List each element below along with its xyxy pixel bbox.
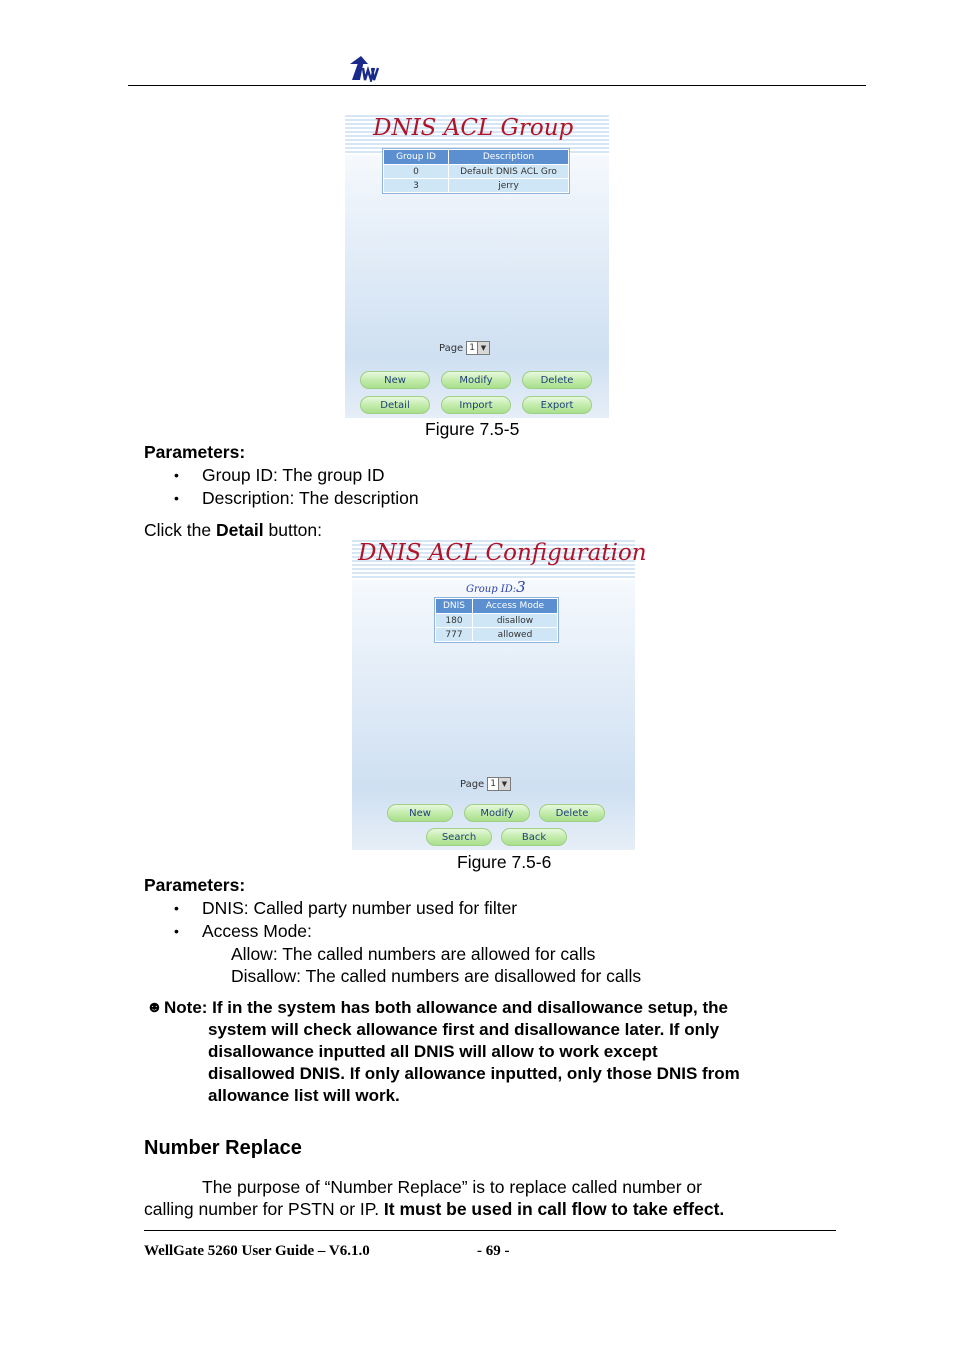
- pager: [460, 777, 511, 791]
- bullet-icon: •: [174, 900, 179, 916]
- search-button[interactable]: Search: [426, 828, 492, 846]
- detail-button[interactable]: Detail: [360, 396, 430, 414]
- note-smiley-icon: ☻: [146, 999, 163, 1016]
- dnis-table: [435, 598, 558, 642]
- body-text: The purpose of “Number Replace” is to replace called number or: [202, 1177, 702, 1197]
- note-line: Note: If in the system has both allowance and disallowance setup, the: [164, 998, 728, 1017]
- dnis-acl-group-screenshot: [345, 115, 609, 418]
- col-dnis: DNIS: [436, 599, 473, 614]
- list-item: Description: The description: [202, 488, 419, 508]
- bullet-icon: •: [174, 467, 179, 483]
- company-logo-icon: [350, 56, 380, 82]
- bullet-icon: •: [174, 490, 179, 506]
- col-description: Description: [449, 150, 569, 165]
- chevron-down-icon: ▼: [498, 778, 510, 790]
- modify-button[interactable]: Modify: [441, 371, 511, 389]
- chevron-down-icon: ▼: [477, 342, 489, 354]
- table-row[interactable]: 0 Default DNIS ACL Gro: [384, 165, 569, 179]
- sub-list-item: Disallow: The called numbers are disallowed for calls: [231, 966, 642, 986]
- group-id-label: Group ID:3: [466, 578, 526, 596]
- list-item: Group ID: The group ID: [202, 465, 385, 485]
- figure-caption: Figure 7.5-5: [425, 419, 520, 439]
- note-line: disallowed DNIS. If only allowance inputted, only those DNIS from: [208, 1064, 740, 1083]
- note-line: disallowance inputted all DNIS will allow to work except: [208, 1042, 658, 1061]
- new-button[interactable]: New: [360, 371, 430, 389]
- parameters-heading: Parameters:: [144, 442, 246, 462]
- col-access-mode: Access Mode: [473, 599, 558, 614]
- dnis-acl-configuration-screenshot: [352, 540, 647, 850]
- pager: [439, 341, 490, 355]
- table-row[interactable]: 3 jerry: [384, 179, 569, 193]
- body-text: calling number for PSTN or IP. It must be used in call flow to take effect.: [144, 1199, 725, 1219]
- note-line: system will check allowance first and disallowance later. If only: [208, 1020, 720, 1039]
- bullet-icon: •: [174, 923, 179, 939]
- back-button[interactable]: Back: [501, 828, 567, 846]
- footer-title: WellGate 5260 User Guide – V6.1.0: [144, 1243, 370, 1259]
- new-button[interactable]: New: [387, 804, 453, 822]
- list-item: Access Mode:: [202, 921, 312, 941]
- section-heading: Number Replace: [144, 1137, 302, 1159]
- page-label: Page: [439, 342, 464, 354]
- table-row[interactable]: 180 disallow: [436, 614, 558, 628]
- parameters-heading: Parameters:: [144, 875, 246, 895]
- click-detail-instruction: Click the Detail button:: [144, 520, 323, 540]
- delete-button[interactable]: Delete: [539, 804, 605, 822]
- export-button[interactable]: Export: [522, 396, 592, 414]
- header-rule: [128, 85, 866, 86]
- import-button[interactable]: Import: [441, 396, 511, 414]
- table-row[interactable]: 777 allowed: [436, 628, 558, 642]
- list-item: DNIS: Called party number used for filter: [202, 898, 518, 918]
- page-select[interactable]: 1 ▼: [466, 341, 490, 355]
- delete-button[interactable]: Delete: [522, 371, 592, 389]
- sub-list-item: Allow: The called numbers are allowed for calls: [231, 944, 596, 964]
- figure-caption: Figure 7.5-6: [457, 852, 552, 872]
- page-select[interactable]: 1 ▼: [487, 777, 511, 791]
- panel-title: DNIS ACL Group: [373, 115, 574, 141]
- note-line: allowance list will work.: [208, 1086, 400, 1105]
- modify-button[interactable]: Modify: [464, 804, 530, 822]
- panel-title: DNIS ACL Configuration: [358, 540, 647, 566]
- page-number: - 69 -: [477, 1243, 510, 1259]
- page-label: Page: [460, 778, 485, 790]
- col-group-id: Group ID: [384, 150, 449, 165]
- group-table: [383, 149, 569, 193]
- footer-rule: [144, 1230, 836, 1231]
